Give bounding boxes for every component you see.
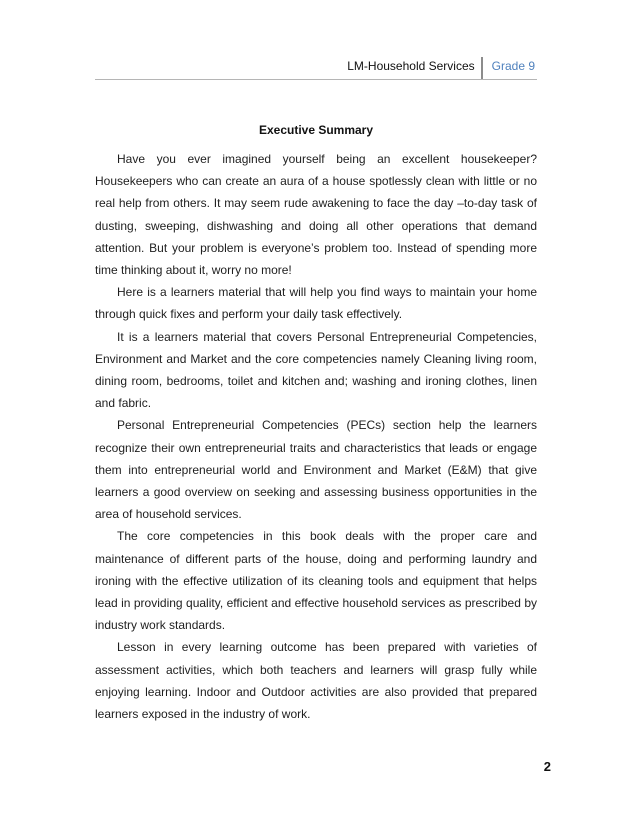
paragraph-intro: Have you ever imagined yourself being an excellent housekeeper? Housekeepers who can create an aura of a house spotlessly clean with little or no real help from others. It may seem rude awakening to face the day –to-day task of dusting, sweeping, dishwashing and doing all other operations that demand attention. But your problem is everyone’s problem too. Instead of spending more time thinking about it, worry no more!: [95, 152, 537, 278]
header-module-title: LM-Household Services: [347, 59, 475, 73]
document-body: [95, 148, 537, 725]
header-rule: [95, 79, 537, 80]
paragraph-pecs: Personal Entrepreneurial Competencies (PECs) section help the learners recognize their own entrepreneurial traits and characteristics that leads or engage them into entrepreneurial world and Environment and Market (E&M) that give learners a good overview on seeking and assessing business opportunities in the area of household services.: [95, 418, 537, 522]
page-header: [347, 56, 535, 76]
page-number: 2: [543, 759, 551, 774]
page-title: Executive Summary: [258, 123, 374, 137]
paragraph-lessons: Lesson in every learning outcome has been prepared with varieties of assessment activities, which both teachers and learners will grasp fully while enjoying learning. Indoor and Outdoor activities are also provided that prepared learners exposed in the industry of work.: [95, 640, 537, 722]
header-grade-label: Grade 9: [491, 59, 535, 73]
paragraph-core-competencies: The core competencies in this book deals with the proper care and maintenance of different parts of the house, doing and performing laundry and ironing with the effective utilization of its cleaning tools and equipment that helps lead in providing quality, efficient and effective household services as prescribed by industry work standards.: [95, 529, 537, 633]
paragraph-purpose: Here is a learners material that will help you find ways to maintain your home through quick fixes and perform your daily task effectively.: [95, 285, 537, 322]
paragraph-coverage: It is a learners material that covers Personal Entrepreneurial Competencies, Environment and Market and the core competencies namely Cleaning living room, dining room, bedrooms, toilet and kitchen and; washing and ironing clothes, linen and fabric.: [95, 329, 537, 411]
